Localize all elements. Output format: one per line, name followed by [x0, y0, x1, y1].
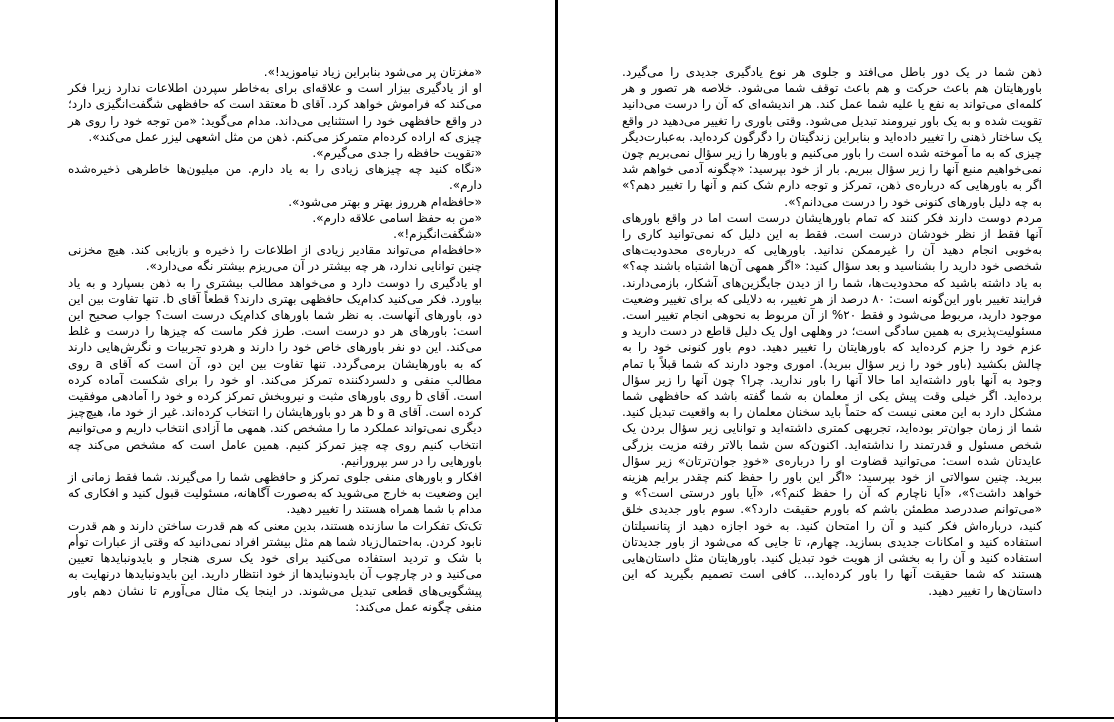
paragraph: مردم دوست دارند فکر کنند که تمام باورهایشان درست است اما در واقع باورهای آنها فقط از نظر خودشان درست است. فقط به این دلیل که نمی‌توانید کاری را به‌خوبی انجام دهید آن را غیرممکن ندانید. باورهایی که درباره‌ی محدودیت‌های شخصی خود دارید را بشناسید و بعد سؤال کنید: «اگر همهی آن‌ها اشتباه باشند چه؟» به یاد داشته باشید که محدودیت‌ها، شما را از دیدن جایگزین‌های آشکار، بازمی‌دارند. فرایند تغییر باور این‌گونه است: ۸۰ درصد از هر تغییر، به دلایلی که برای تغییر وضعیت موجود دارید، مربوط می‌شود و فقط ۲۰% از آن مربوط به نحوهی انجام تغییر است. مسئولیت‌پذیری به همین سادگی است؛ در وهلهی اول یک دلیل قاطع در دست دارید و عزم خود را جزم کرده‌اید که باورهایتان را تغییر دهید. دوم باور کنونی خود را به چالش بکشید (باور خود را زیر سؤال ببرید). اموری وجود دارند که شما قبلاً با تمام وجود به آنها باور داشته‌اید اما حالا آنها را باور ندارید. چرا؟ چون آنها را زیر سؤال برده‌اید. اگر خیلی وقت پیش یکی از معلمان به شما گفته باشد که حافظهی شما مشکل دارد به این معنی نیست که حتماً باید سخنان معلمان را به واقعیت تبدیل کنید. شما از زمان جوان‌تر بوده‌اید، تجربهی کمتری داشته‌اید و توانایی زیر سؤال بردن یک شخص مسئول و قدرتمند را نداشته‌اید. اکنون‌که سن شما بالاتر رفته مزیت بزرگی عایدتان شده است: می‌توانید قضاوت او را درباره‌ی «خودِ جوان‌ترتان» زیر سؤال ببرید. چنین سوالاتی از خود بپرسید: «اگر این باور را حفظ کنم چقدر برایم هزینه خواهد داشت؟»، «آیا ناچارم که آن را حفظ کنم؟»، «آیا باور درستی است؟» و «می‌توانم صددرصد مطمئن باشم که باورم حقیقت دارد؟». سوم باور جدیدی خلق کنید، درباره‌اش فکر کنید و آن را امتحان کنید. به خود اجازه دهید از پتانسیلتان استفاده کنید و امکانات جدیدی بسازید. چهارم، تا جایی که می‌شود از باور جدیدتان استفاده کنید و آن را به بخشی از هویت خود تبدیل کنید. باورهایتان مثل داستان‌هایی هستند که شما حقیقت آنها را باور کرده‌اید... کافی است تصمیم بگیرید که این داستان‌ها را تغییر دهید.: [622, 210, 1043, 598]
left-page-text: [68, 64, 482, 615]
paragraph: «حافظه‌ام هرروز بهتر و بهتر می‌شود».: [288, 194, 482, 209]
paragraph: «من به حفظ اسامی علاقه دارم».: [312, 210, 482, 225]
page-divider: [555, 0, 558, 722]
paragraph: «نگاه کنید چه چیزهای زیادی را به یاد دارم. من میلیون‌ها خاطرهی ذخیره‌شده دارم».: [68, 162, 482, 193]
paragraph: تک‌تک تفکرات ما سازنده هستند، بدین معنی که هم قدرت ساختن دارند و هم قدرت نابود کردن. به‌احتمال‌زیاد شما هم مثل بیشتر افراد نمی‌دانید که وقتی از عبارات توأم با شک و تردید استفاده می‌کنید برای خود یک سری هنجار و بایدونبایدها تعیین می‌کنید و در چارچوب آن بایدونبایدها از خود انتظار دارید. این بایدونبایدها درنهایت به پیشگویی‌های قطعی تبدیل می‌شوند. در اینجا یک مثال می‌آورم تا نشان دهم باور منفی چگونه عمل می‌کند:: [68, 518, 482, 614]
paragraph: افکار و باورهای منفی جلوی تمرکز و حافظهی شما را می‌گیرند. شما فقط زمانی از این وضعیت به خارج می‌شوید که به‌صورت آگاهانه، مسئولیت قبول کنید و افکاری که مدام با شما همراه هستند را تغییر دهید.: [68, 470, 482, 517]
paragraph: او یادگیری را دوست دارد و می‌خواهد مطالب بیشتری را به ذهن بسپارد و به یاد بیاورد. فکر می‌کنید کدام‌یک حافظهی بهتری دارند؟ قطعاً آقای b. تنها تفاوت بین این دو، باورهای آنهاست. به نظر شما باورهای کدام‌یک درست است؟ جواب صحیح این است: باورهای هر دو درست است. طرز فکر ماست که چیزها را درست و غلط می‌کند. این دو نفر باورهای خاص خود را دارند و هردو تجربیات و نگرش‌هایی دارند که به باورهایشان برمی‌گردد. تنها تفاوت بین این دو، آن است که آقای a روی مطالب منفی و دلسردکننده تمرکز می‌کند. او خود را برای شکست آماده کرده است. آقای b روی باورهای مثبت و نیروبخش تمرکز کرده و خود را آمادهی موفقیت کرده است. آقای a و b هر دو باورهایشان را انتخاب کرده‌اند. غیر از خود ما، هیچ‌چیز دیگری نمی‌تواند عملکرد ما را مشخص کند. همهی ما آزادی انتخاب داریم و می‌توانیم انتخاب کنیم روی چه چیز تمرکز کنیم. همین عامل است که مشخص می‌کند چه باورهایی را در سر بپرورانیم.: [68, 275, 483, 468]
right-page: [559, 0, 1114, 722]
paragraph: «مغزتان پر می‌شود بنابراین زیاد نیاموزید!».: [263, 65, 482, 79]
paragraph: «شگفت‌انگیزم!».: [393, 227, 482, 242]
paragraph: او از یادگیری بیزار است و علاقه‌ای برای به‌خاطر سپردن اطلاعات ندارد زیرا فکر می‌کند که فراموش خواهد کرد. آقای b معتقد است که حافظهی شگفت‌انگیزی دارد؛ در واقع حافظهی خود را استثنایی می‌داند. مدام می‌گوید: «من توجه خود را روی هر چیزی که اراده کرده‌ام متمرکز می‌کنم. ذهن من مثل اشعهی لیزر عمل می‌کند».: [68, 81, 482, 144]
right-page-text: [622, 64, 1042, 599]
paragraph: «حافظه‌ام می‌تواند مقادیر زیادی از اطلاعات را ذخیره و بازیابی کند. هیچ مخزنی چنین توانایی ندارد، هر چه بیشتر در آن می‌ریزم بیشتر نگه می‌دارد».: [68, 243, 482, 274]
paragraph: ذهن شما در یک دور باطل می‌افتد و جلوی هر نوع یادگیری جدیدی را می‌گیرد. باورهایتان هم باعث حرکت و هم باعث توقف شما می‌شود. خلاصه هر تصور و هر کلمه‌ای می‌تواند به نفع یا علیه شما عمل کند. هر اندیشه‌ای که آن را درست می‌دانید تقویت شده و به یک باور نیرومند تبدیل می‌شود. وقتی باوری را تغییر می‌دهید در واقع یک ساختار ذهنی را تغییر داده‌اید و بنابراین زندگیتان را دگرگون کرده‌اید. به‌عبارت‌دیگر چیزی که به ما آموخته شده است را باور می‌کنیم و باورها را زیر سؤال نمی‌بریم چون نمی‌خواهیم منبع آنها را زیر سؤال ببریم. بار از خود بپرسید: «چگونه آدمی خواهم شد اگر به باورهایی که درباره‌ی ذهن، تمرکز و توجه دارم شک کنم و آنها را تغییر دهم؟» به چه دلیل باورهای کنونی خود را درست می‌دانم؟».: [622, 65, 1042, 209]
left-page: [0, 0, 555, 722]
paragraph: «تقویت حافظه را جدی می‌گیرم».: [312, 146, 482, 161]
